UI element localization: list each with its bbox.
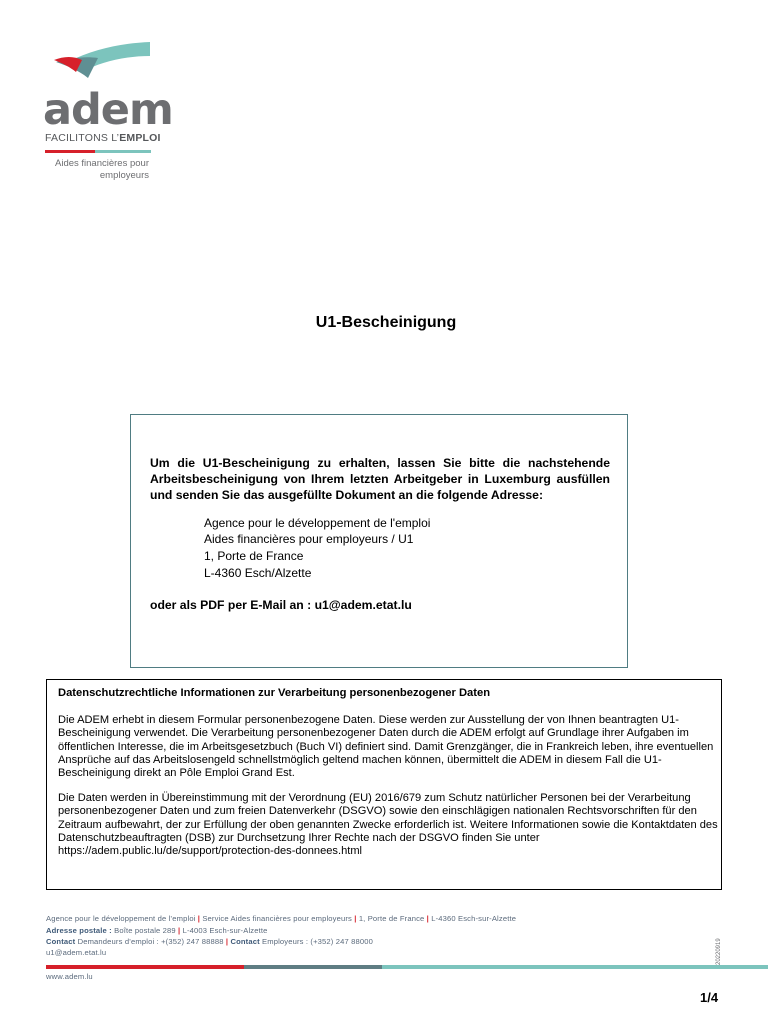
privacy-heading: Datenschutzrechtliche Informationen zur Verarbeitung personenbezogener Daten (58, 687, 491, 699)
footer-phone: : +(352) 247 88888 (154, 937, 226, 946)
document-code: 20220919 (716, 938, 722, 965)
logo-tagline-bold: EMPLOI (119, 132, 161, 144)
footer-website-link[interactable]: www.adem.lu (46, 972, 93, 981)
privacy-paragraph: Die Daten werden in Übereinstimmung mit der Verordnung (EU) 2016/679 zum Schutz natürlicher Personen bei der Verarbeitung personenbezogener Daten und zum freien Datenverkehr (DSGVO) sowie den einschlägigen nationalen Rechtsvorschriften für den Zeitraum aufbewahrt, der zur Erfüllung der oben genannten Zwecke erforderlich ist. Weitere Informationen sowie die Kontaktdaten des Datenschutzbeauftragten (DSB) zur Durchsetzung Ihrer Rechte nach der DSGVO finden Sie unter https://adem.public.lu/de/support/protection-des-donnees.html (58, 792, 718, 858)
footer-separator: | (195, 914, 203, 923)
address-line: 1, Porte de France (204, 549, 304, 563)
footer-service-name: Service Aides financières pour employeurs (202, 914, 353, 923)
address-line: Agence pour le développement de l'emploi (204, 516, 431, 530)
footer-postal-label: Adresse postale : (46, 926, 115, 935)
footer-phone: : (+352) 247 88000 (303, 937, 373, 946)
logo-sub-line1: Aides financières pour (55, 158, 149, 169)
logo-subtitle (45, 158, 149, 182)
footer-contact-employers: Employeurs (262, 937, 304, 946)
footer-separator: | (352, 914, 359, 923)
address-line: L-4360 Esch/Alzette (204, 566, 312, 580)
logo-tagline (45, 132, 161, 144)
footer-contact-jobseekers: Demandeurs d’emploi (77, 937, 155, 946)
privacy-paragraph: Die ADEM erhebt in diesem Formular personenbezogene Daten. Diese werden zur Ausstellung der von Ihnen beantragten U1-Bescheinigung verwendet. Die Verarbeitung personenbezogener Daten durch die ADEM erfolgt auf Grundlage ihrer Aufgaben im öffentlichen Interesse, die im Arbeitsgesetzbuch (Buch VI) definiert sind. Damit Grenzgänger, die in Frankreich leben, ihre eventuellen Ansprüche auf das Arbeitslosengeld schnellstmöglich geltend machen können, übermittelt die ADEM in diesem Fall die U1-Bescheinigung direkt an Pôle Emploi Grand Est. (58, 714, 714, 780)
instruction-text: Um die U1-Bescheinigung zu erhalten, lassen Sie bitte die nachstehende Arbeitsbescheinigung von Ihrem letzten Arbeitgeber in Luxemburg ausfüllen und senden Sie das ausgefüllte Dokument an die folgende Adresse: (150, 456, 610, 502)
footer-city: L-4360 Esch-sur-Alzette (431, 914, 517, 923)
logo-sub-line2: employeurs (99, 170, 149, 181)
footer-email-link[interactable]: u1@adem.etat.lu (46, 948, 107, 957)
footer-street: 1, Porte de France (358, 914, 425, 923)
footer-contact-line (46, 937, 373, 947)
footer-separator: | (175, 926, 183, 935)
footer-separator: | (424, 914, 432, 923)
adem-logo (40, 40, 173, 185)
footer-contact-label: Contact (230, 937, 263, 946)
instruction-box (130, 414, 628, 668)
footer-separator: | (225, 937, 231, 946)
logo-swoosh-icon (40, 40, 160, 90)
logo-wordmark: adem (43, 85, 173, 135)
footer-postal-line (46, 926, 268, 936)
email-instruction: oder als PDF per E-Mail an : u1@adem.etat.lu (150, 598, 412, 612)
footer-agency-name: Agence pour le développement de l’emploi (46, 914, 196, 923)
footer-postal-city: L-4003 Esch-sur-Alzette (182, 926, 268, 935)
footer-color-bar (46, 965, 768, 969)
logo-tagline-light: FACILITONS L’ (45, 132, 120, 144)
footer-agency-line (46, 914, 516, 924)
footer-postal-box: Boîte postale 289 (114, 926, 176, 935)
document-title: U1-Bescheinigung (315, 314, 457, 331)
page-number: 1/4 (700, 990, 719, 1005)
mailing-address (204, 515, 430, 581)
privacy-notice-box (46, 679, 722, 890)
logo-rule (45, 150, 151, 153)
footer-contact-label: Contact (46, 937, 78, 946)
address-line: Aides financières pour employeurs / U1 (204, 532, 414, 546)
